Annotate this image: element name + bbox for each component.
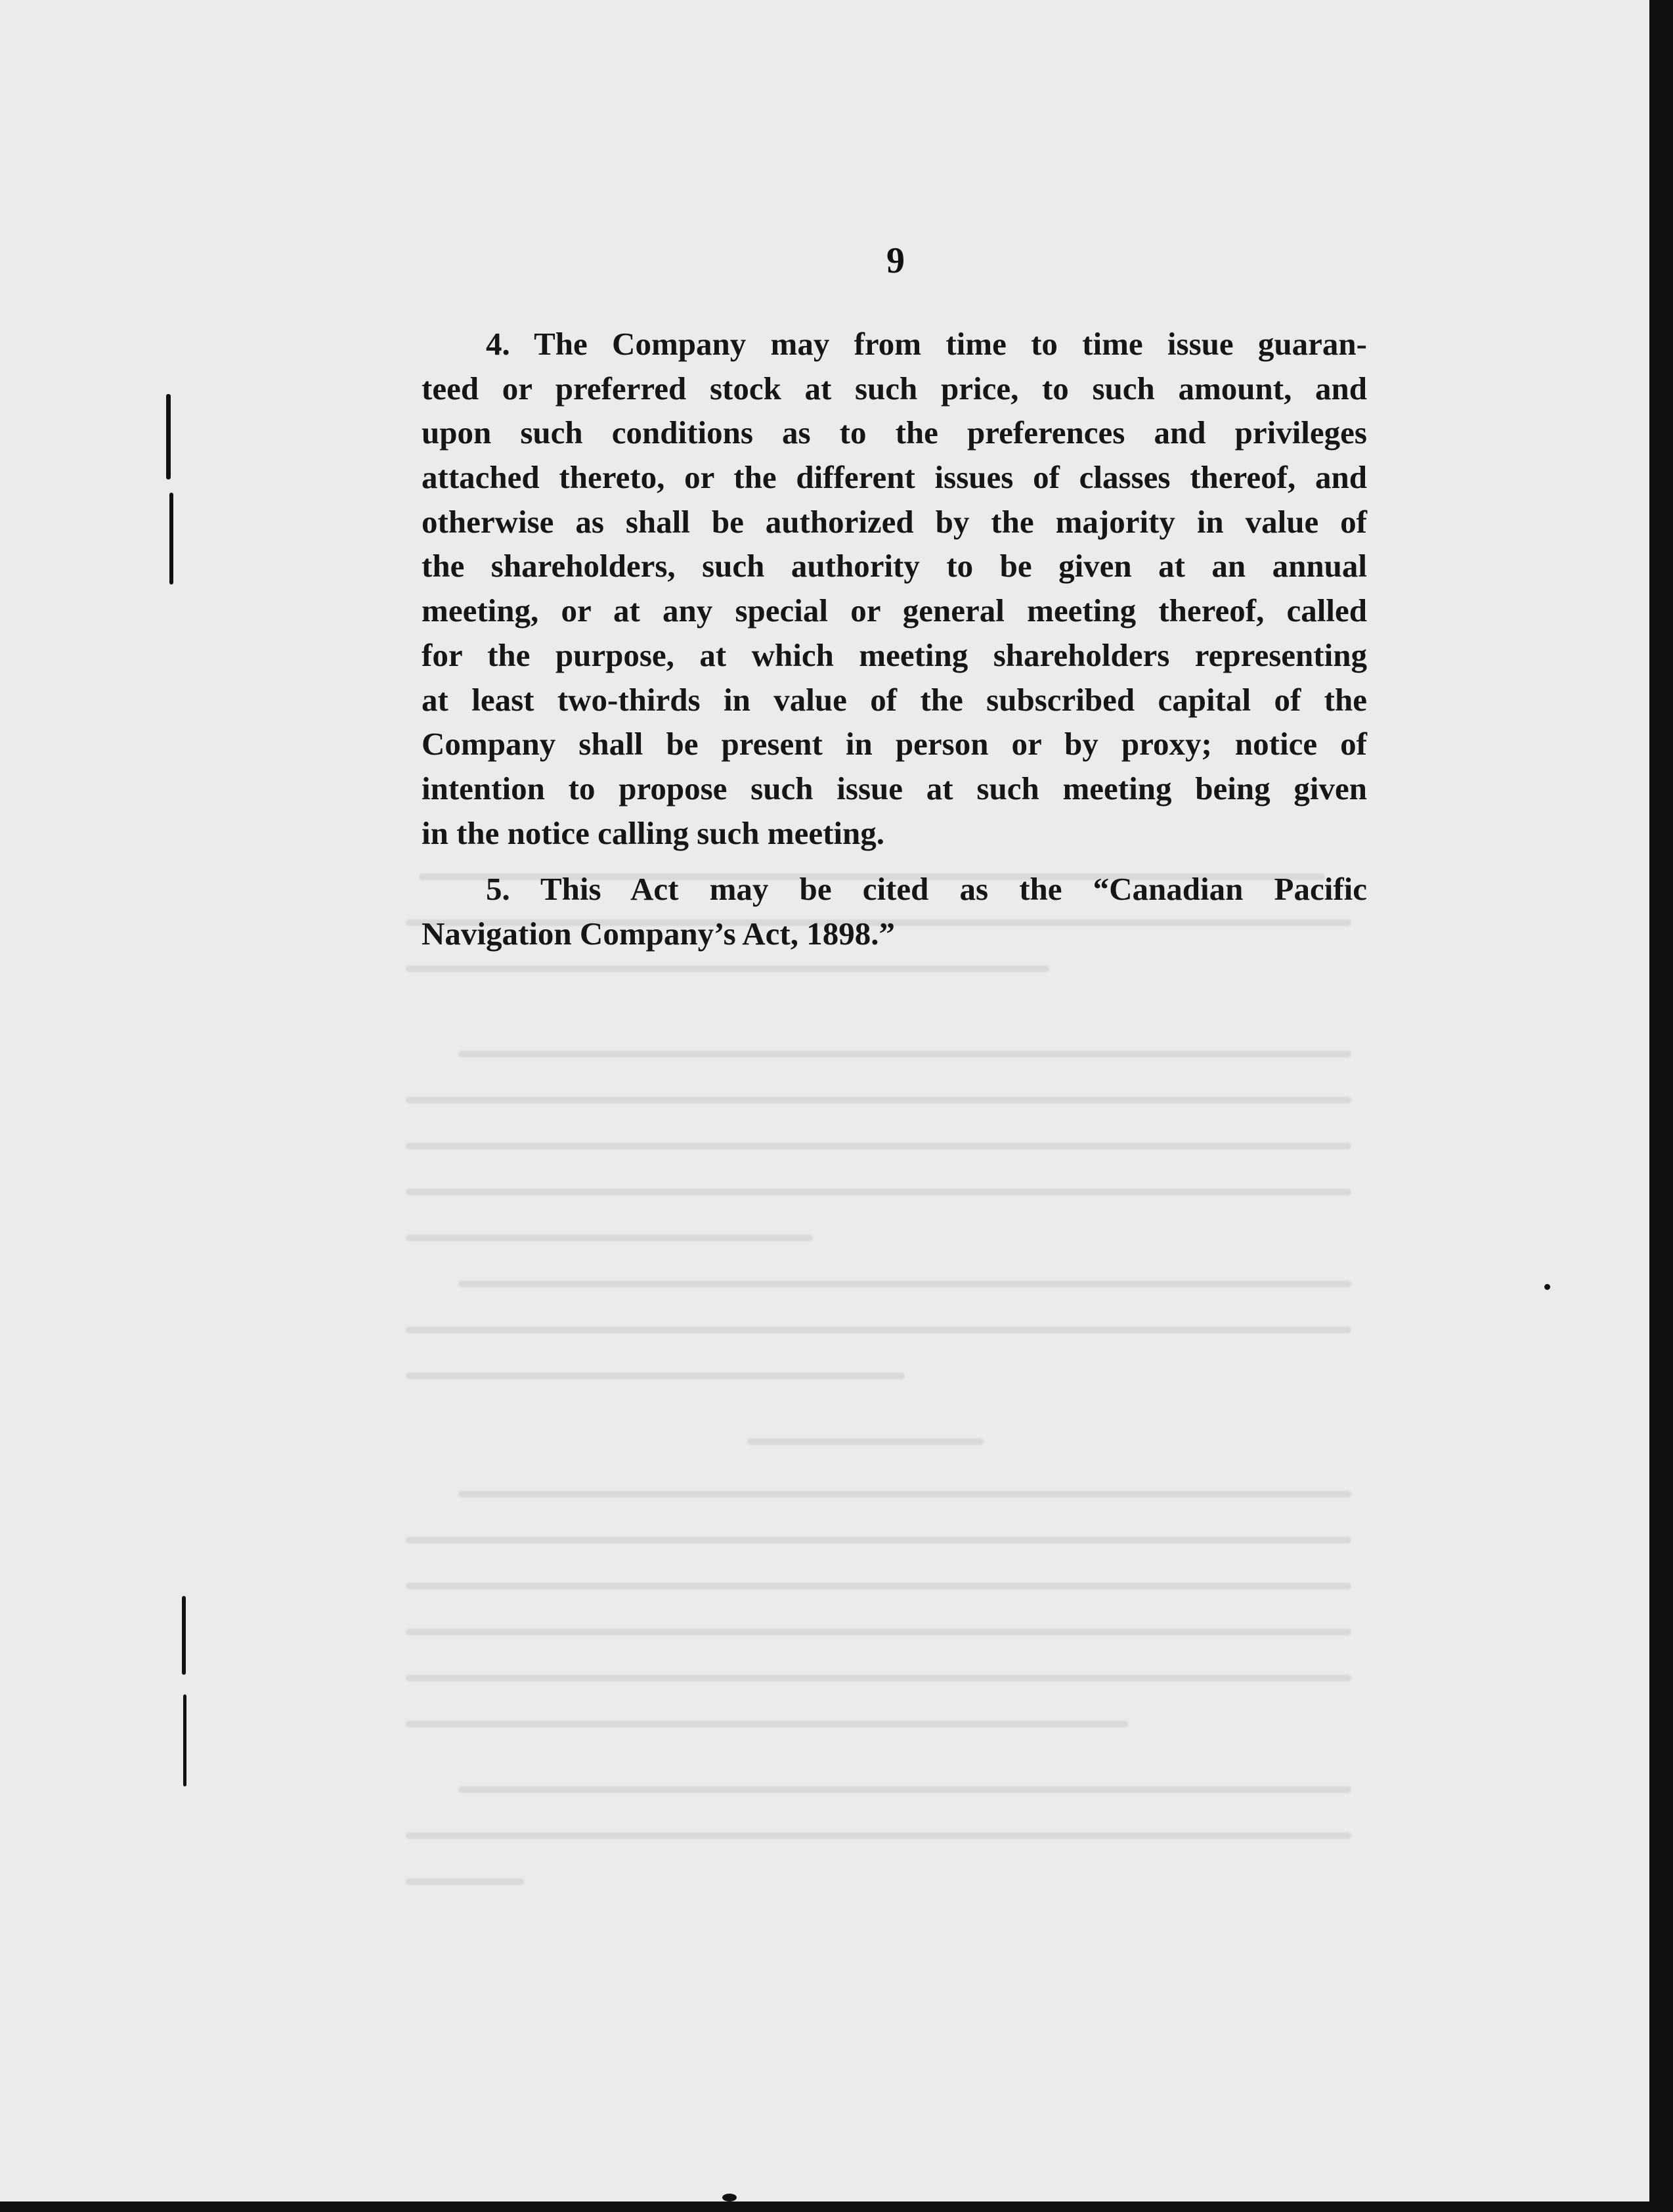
text-line: attached thereto, or the different issues of classes thereof, and	[422, 459, 1367, 496]
text-line: intention to propose such issue at such meeting being given	[422, 770, 1367, 807]
section-4	[422, 322, 1367, 855]
body-text	[422, 322, 1367, 956]
text-line: Company shall be present in person or by proxy; notice of	[422, 726, 1367, 763]
margin-mark	[169, 493, 173, 585]
text-line: the shareholders, such authority to be given at an annual	[422, 548, 1367, 585]
text-line: upon such conditions as to the preferences and privileges	[422, 414, 1367, 451]
section-gap	[422, 855, 1367, 867]
speck	[1544, 1284, 1550, 1290]
text-line: otherwise as shall be authorized by the majority in value of	[422, 503, 1367, 540]
text-line: meeting, or at any special or general meeting thereof, called	[422, 592, 1367, 629]
margin-mark	[166, 394, 171, 479]
scan-edge-bottom	[0, 2201, 1673, 2212]
bleed-through-texture-lower	[406, 860, 1378, 1925]
scan-edge-right	[1649, 0, 1673, 2212]
text-line: 4. The Company may from time to time issue guaran-	[486, 326, 1367, 362]
page-number: 9	[886, 240, 905, 281]
text-line: Navigation Company’s Act, 1898.”	[422, 915, 895, 952]
margin-mark	[183, 1694, 186, 1786]
speck	[722, 2194, 737, 2201]
section-5	[422, 867, 1367, 956]
text-line: at least two-thirds in value of the subscribed capital of the	[422, 681, 1367, 718]
margin-mark	[182, 1596, 186, 1675]
text-line: 5. This Act may be cited as the “Canadian Pacific	[486, 871, 1367, 908]
text-line: for the purpose, at which meeting shareholders representing	[422, 636, 1367, 673]
text-line: teed or preferred stock at such price, to such amount, and	[422, 370, 1367, 407]
text-line: in the notice calling such meeting.	[422, 814, 885, 851]
